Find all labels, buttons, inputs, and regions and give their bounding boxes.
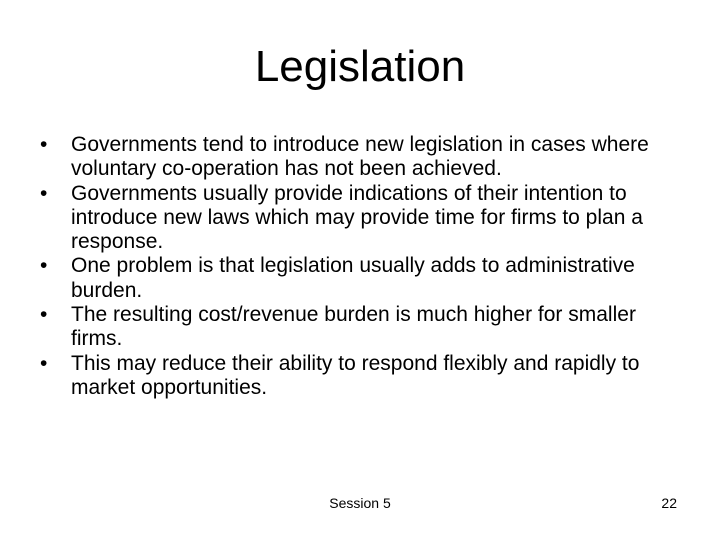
bullet-text: Governments usually provide indications of their intention to introduce new laws which may provide time for firms to plan a response. — [71, 181, 643, 254]
bullet-dot-icon: • — [40, 254, 48, 278]
footer-session-label: Session 5 — [329, 495, 391, 511]
bullet-dot-icon: • — [40, 351, 48, 375]
bullet-item — [40, 352, 690, 401]
bullet-text: The resulting cost/revenue burden is much higher for smaller firms. — [71, 303, 636, 351]
bullet-dot-icon: • — [40, 303, 48, 327]
bullet-item — [40, 133, 690, 182]
bullet-list — [40, 133, 690, 400]
page-number: 22 — [661, 495, 677, 511]
bullet-text: Governments tend to introduce new legislation in cases where voluntary co-operation has not been achieved. — [71, 133, 649, 181]
bullet-item — [40, 182, 690, 255]
bullet-dot-icon: • — [40, 133, 48, 156]
bullet-dot-icon: • — [40, 181, 48, 205]
bullet-item — [40, 303, 690, 352]
slide-title: Legislation — [254, 42, 466, 91]
bullet-text: This may reduce their ability to respond flexibly and rapidly to market opportunities. — [71, 351, 640, 399]
bullet-text: One problem is that legislation usually adds to administrative burden. — [71, 254, 635, 302]
bullet-item — [40, 254, 690, 303]
